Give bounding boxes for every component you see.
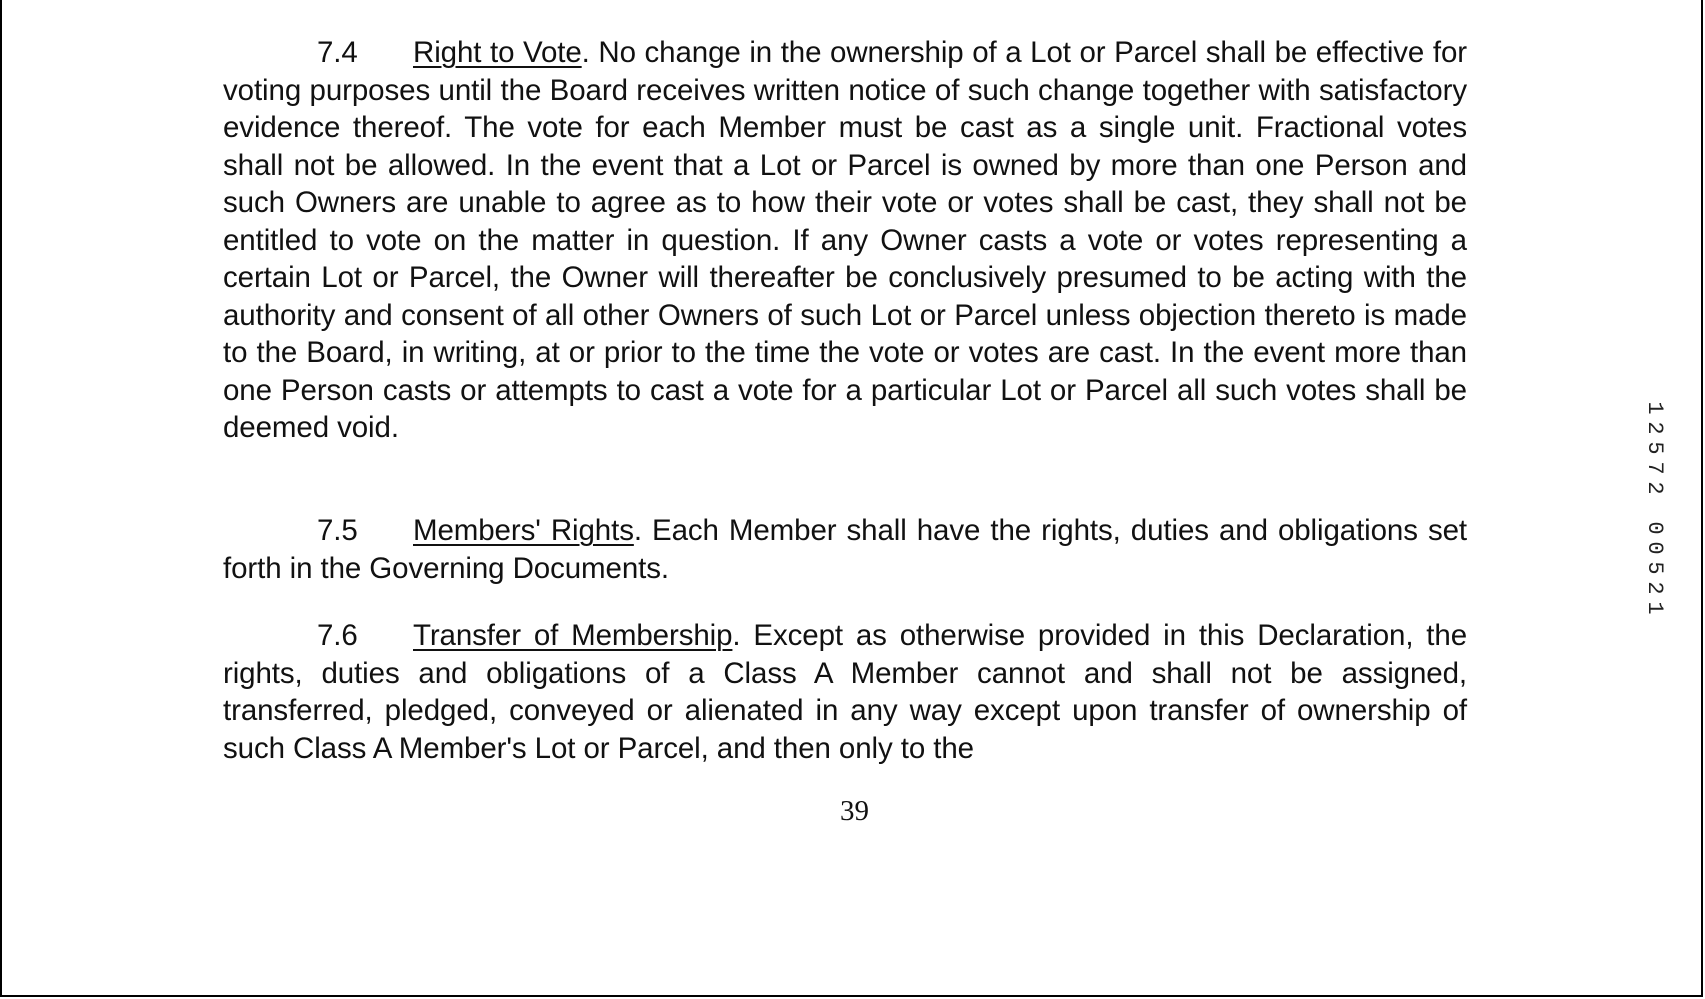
doc-digit: 5 bbox=[1642, 561, 1667, 575]
section-paragraph bbox=[223, 34, 1467, 447]
section-number: 7.5 bbox=[317, 514, 358, 547]
section-body: . Each Member shall have the rights, duties and obligations set forth in the Governing Documents. bbox=[223, 514, 1467, 585]
section-7-4 bbox=[223, 34, 1467, 447]
doc-digit: 2 bbox=[1642, 421, 1667, 435]
section-body: . No change in the ownership of a Lot or Parcel shall be effective for voting purposes until the Board receives written notice of such change together with satisfactory evidence thereof. The vote for each Member must be cast as a single unit. Fractional votes shall not be allowed. In the event that a Lot or Parcel is owned by more than one Person and such Owners are unable to agree as to how their vote or votes shall be cast, they shall not be entitled to vote on the matter in question. If any Owner casts a vote or votes representing a certain Lot or Parcel, the Owner will thereafter be conclusively presumed to be acting with the authority and consent of all other Owners of such Lot or Parcel unless objection thereto is made to the Board, in writing, at or prior to the time the vote or votes are cast. In the event more than one Person casts or attempts to cast a vote for a particular Lot or Parcel all such votes shall be deemed void. bbox=[223, 36, 1467, 444]
section-body: . Except as otherwise provided in this Declaration, the rights, duties and obligations of a Class A Member cannot and shall not be assigned, transferred, pledged, conveyed or alienated in any way except upon transfer of ownership of such Class A Member's Lot or Parcel, and then only to the bbox=[223, 619, 1468, 765]
doc-digit: 0 bbox=[1642, 521, 1667, 535]
section-number: 7.4 bbox=[317, 36, 358, 69]
doc-digit: 7 bbox=[1642, 461, 1667, 475]
doc-digit: 1 bbox=[1642, 601, 1667, 615]
section-paragraph bbox=[223, 617, 1467, 767]
section-heading: Transfer of Membership bbox=[413, 619, 733, 652]
page-number: 39 bbox=[840, 795, 869, 827]
doc-digit: 5 bbox=[1642, 441, 1667, 455]
doc-digit: 0 bbox=[1642, 541, 1667, 555]
section-7-6 bbox=[223, 617, 1467, 767]
section-7-5 bbox=[223, 512, 1467, 587]
document-number-stamp bbox=[1634, 398, 1674, 618]
section-heading: Right to Vote bbox=[413, 36, 582, 69]
section-number: 7.6 bbox=[317, 619, 358, 652]
doc-digit: 2 bbox=[1642, 581, 1667, 595]
doc-digit: 2 bbox=[1642, 481, 1667, 495]
doc-digit: 1 bbox=[1642, 401, 1667, 415]
section-heading: Members' Rights bbox=[413, 514, 634, 547]
section-paragraph bbox=[223, 512, 1467, 587]
